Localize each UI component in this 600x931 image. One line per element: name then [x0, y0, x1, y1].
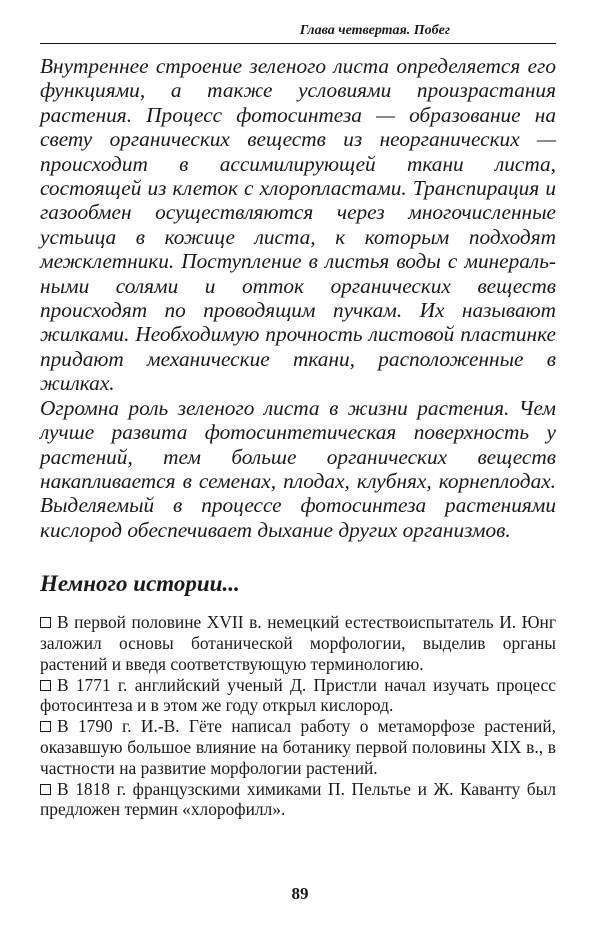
checkbox-icon	[40, 680, 51, 691]
history-list	[40, 612, 556, 820]
running-head: Глава четвертая. Побег	[40, 22, 556, 44]
history-item	[40, 779, 556, 821]
checkbox-icon	[40, 721, 51, 732]
page	[40, 22, 556, 820]
history-item	[40, 675, 556, 717]
checkbox-icon	[40, 617, 51, 628]
history-item	[40, 612, 556, 674]
history-item-text: В первой половине XVII в. немецкий естествоиспытатель И. Юнг заложил основы ботанической морфологии, выделив органы растений и введя соответствующую терминологию.	[40, 612, 556, 674]
history-item-text: В 1790 г. И.-В. Гёте написал работу о метаморфозе растений, оказавшую большое влияние на ботанику первой половины XIX в., в частности на развитие морфологии растений.	[40, 716, 556, 778]
summary-paragraph: Внутреннее строение зеленого листа определяется его функциями, а также условиями произрастания растения. Процесс фотосинтеза — образование на свету органических веществ из неорганических — происходит в ассимилирующей ткани листа, состоящей из клеток с хлоропластами. Транспирация и газообмен осуществляются через многочисленные устьица в кожице листа, к которым подходят межклетники. Поступление в листья воды с минеральными солями и отток органических веществ происходят по проводящим пучкам. Их называют жилками. Необходимую прочность листовой пластинке придают механические ткани, расположенные в жилках.	[40, 54, 556, 396]
checkbox-icon	[40, 784, 51, 795]
history-item-text: В 1818 г. французскими химиками П. Пельтье и Ж. Каванту был предложен термин «хлорофилл».	[40, 778, 556, 820]
chapter-summary	[40, 54, 556, 542]
section-title: Немного истории...	[40, 571, 240, 597]
history-item-text: В 1771 г. английский ученый Д. Пристли начал изучать процесс фотосинтеза и в этом же году открыл кислород.	[40, 674, 556, 716]
history-item	[40, 716, 556, 778]
summary-paragraph: Огромна роль зеленого листа в жизни растения. Чем лучше развита фотосинтетическая поверхность у растений, тем больше органических веществ накапливается в семенах, плодах, клубнях, корнеплодах. Выделяемый в процессе фотосинтеза растениями кислород обеспечивает дыхание других организмов.	[40, 395, 556, 542]
page-number: 89	[291, 884, 309, 903]
